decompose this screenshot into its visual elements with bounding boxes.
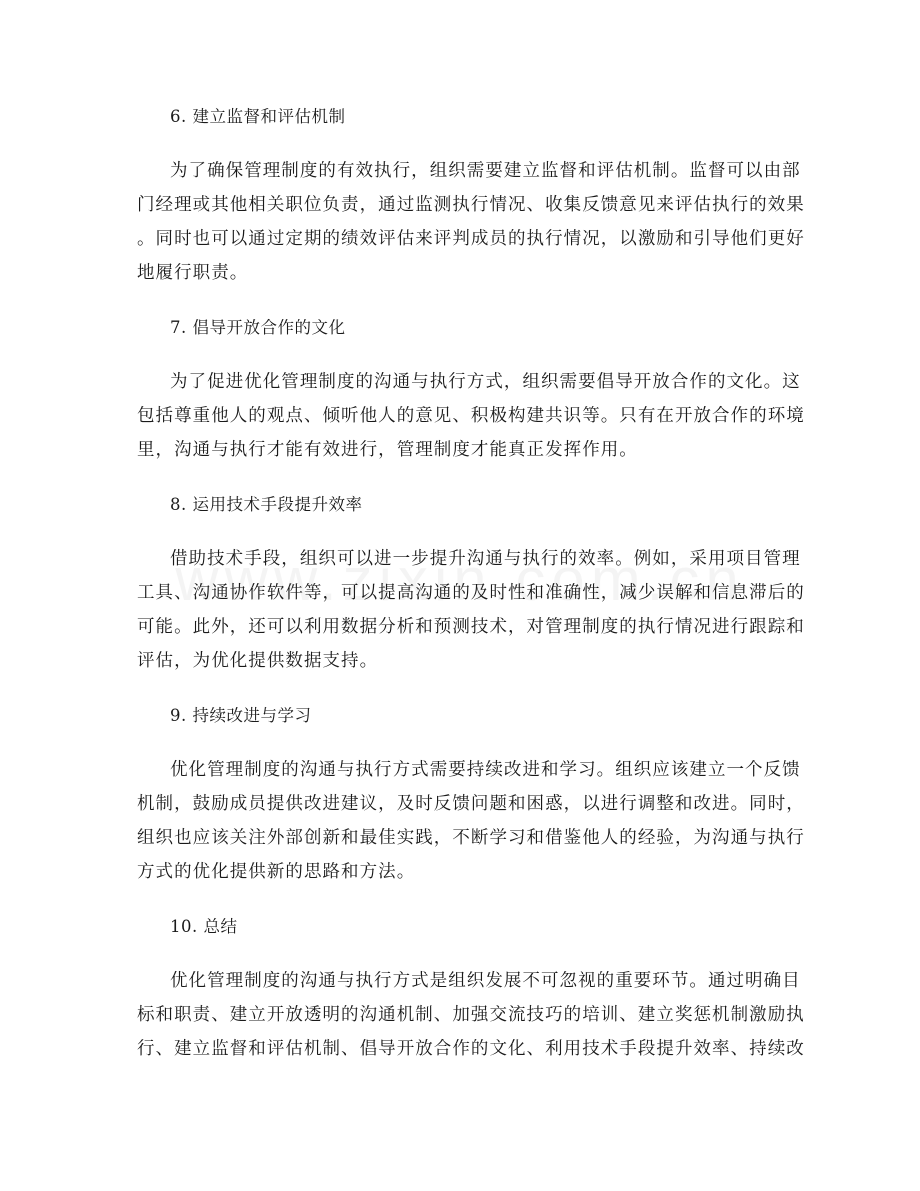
paragraph-line: 借助技术手段，组织可以进一步提升沟通与执行的效率。例如，采用项目管理 [170,549,801,569]
paragraph-line: 工具、沟通协作软件等，可以提高沟通的及时性和准确性，减少误解和信息滞后的 [137,583,805,603]
paragraph-line: 评估，为优化提供数据支持。 [137,651,379,671]
paragraph-line: 为了确保管理制度的有效执行，组织需要建立监督和评估机制。监督可以由部 [170,161,801,181]
paragraph-line: 地履行职责。 [137,263,249,283]
section-heading: 7. 倡导开放合作的文化 [170,318,346,337]
document-body [137,100,805,1087]
paragraph-line: 门经理或其他相关职位负责，通过监测执行情况、收集反馈意见来评估执行的效果 [137,195,805,215]
paragraph-line: 组织也应该关注外部创新和最佳实践，不断学习和借鉴他人的经验，为沟通与执行 [137,828,805,848]
paragraph-line: 里，沟通与执行才能有效进行，管理制度才能真正发挥作用。 [137,440,638,460]
paragraph-line: 优化管理制度的沟通与执行方式需要持续改进和学习。组织应该建立一个反馈 [170,760,801,780]
section-paragraph [137,365,805,467]
section-paragraph [137,753,805,889]
section-heading: 8. 运用技术手段提升效率 [170,495,363,514]
paragraph-line: 包括尊重他人的观点、倾听他人的意见、积极构建共识等。只有在开放合作的环境 [137,406,805,426]
paragraph-line: 方式的优化提供新的思路和方法。 [137,862,416,882]
paragraph-line: 可能。此外，还可以利用数据分析和预测技术，对管理制度的执行情况进行跟踪和 [137,617,805,637]
paragraph-line: 。同时也可以通过定期的绩效评估来评判成员的执行情况，以激励和引导他们更好 [137,229,805,249]
section-heading: 6. 建立监督和评估机制 [170,107,346,126]
paragraph-line: 机制，鼓励成员提供改进建议，及时反馈问题和困惑，以进行调整和改进。同时， [137,794,805,814]
section-heading: 10. 总结 [170,917,238,936]
section-paragraph [137,542,805,678]
paragraph-line: 优化管理制度的沟通与执行方式是组织发展不可忽视的重要环节。通过明确目 [170,971,801,991]
paragraph-line: 为了促进优化管理制度的沟通与执行方式，组织需要倡导开放合作的文化。这 [170,372,801,392]
section-heading: 9. 持续改进与学习 [170,706,312,725]
paragraph-line: 行、建立监督和评估机制、倡导开放合作的文化、利用技术手段提升效率、持续改 [137,1039,805,1059]
section-paragraph [137,964,805,1066]
section-paragraph [137,154,805,290]
paragraph-line: 标和职责、建立开放透明的沟通机制、加强交流技巧的培训、建立奖惩机制激励执 [137,1005,805,1025]
